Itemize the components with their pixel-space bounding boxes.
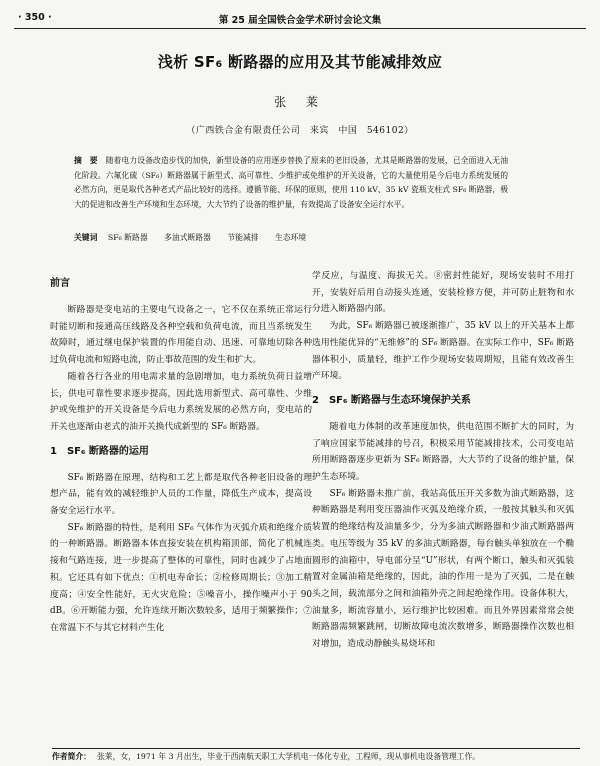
- section-1-heading: [50, 444, 312, 460]
- body-paragraph: 为此，SF₆ 断路器已被逐渐推广，35 kV 以上的开关基本上都选用性能优异的“无维修”的 SF₆ 断路器。在实际工作中，SF₆ 断路器体积小，质量轻，维护工作少现场安装周期短，且能有效改善生产环境。: [312, 321, 574, 382]
- keywords-label: 关键词: [74, 233, 98, 242]
- abstract-text: 随着电力设备改造步伐的加快，新型设备的应用逐步替换了原来的老旧设备，尤其是断路器的发展，已全面进入无油化阶段。六氟化硫（SF₆）断路器属于新型式、高可靠性、少维护或免维护的开关设备，它的大量使用是今后电力系统发展的必然方向，更是取代各种老式产品比较好的选择。遵循节能、环保的原则，使用 110 kV、35 kV 瓷瓶支柱式 SF₆ 断路器，极大的促进和改善生产环境和生态环境，大大节约了设备的维护量，有效提高了设备安全运行水平。: [74, 156, 508, 209]
- running-header: [14, 8, 586, 29]
- section-number: 2: [312, 394, 319, 406]
- keyword: SF₆ 断路器: [107, 233, 148, 242]
- keyword: 生态环境: [275, 233, 307, 242]
- abstract: [74, 154, 508, 212]
- author-name: 张 莱: [274, 95, 326, 109]
- left-column: [50, 268, 312, 637]
- author-affiliation: （广西铁合金有限责任公司 来宾 中国 546102）: [186, 126, 414, 136]
- keyword: 节能减排: [227, 233, 259, 242]
- keywords: [74, 232, 508, 243]
- page-number: · 350 ·: [18, 12, 52, 23]
- abstract-label: 摘 要: [74, 156, 98, 165]
- author-footnote: [52, 748, 580, 762]
- section-2-heading: [312, 393, 574, 409]
- body-paragraph: 随着电力体制的改革速度加快，供电范围不断扩大的同时，为了响应国家节能减排的号召，积极采用节能减排技术，公司变电站所用断路器逐步更新为 SF₆ 断路器，大大节约了设备的维护量，保护生态环境。: [312, 421, 574, 483]
- body-paragraph: 学反应，与温度、海拔无关。⑧密封性能好，现场安装时不用打开，安装好后用自动接头连通，安装检修方便，并可防止脏物和水分进入断路器内部。: [312, 271, 574, 315]
- foreword-heading: 前言: [50, 278, 70, 289]
- foreword-paragraph: 随着各行各业的用电需求量的急剧增加，电力系统负荷日益增长，供电可靠性要求逐步提高，因此选用新型式、高可靠性、少维护或免维护的开关设备是今后电力系统发展的必然方向，变电站的开关也逐渐由老式的油开关换代成新型的 SF₆ 断路器。: [50, 371, 312, 432]
- footnote-text: 张莱，女，1971 年 3 月出生，毕业于西南航天职工大学机电一体化专业，工程师，现从事机电设备管理工作。: [96, 752, 481, 761]
- footnote-label: 作者简介：: [52, 752, 91, 761]
- paper-title: 浅析 SF₆ 断路器的应用及其节能减排效应: [157, 53, 443, 71]
- section-title: SF₆ 断路器与生态环境保护关系: [328, 394, 471, 406]
- keyword: 多油式断路器: [164, 233, 211, 242]
- conference-title: 第 25 届全国铁合金学术研讨会论文集: [218, 15, 382, 26]
- right-column: [312, 268, 574, 653]
- body-paragraph: SF₆ 断路器未推广前，我站高低压开关多数为油式断路器，这种断路器是利用变压器油作灭弧及绝缘介质，一般按其触头和灭弧装置的绝缘结构及油量多少，分为多油式断路器和少油式断路器两类。电压等级为 35 kV 的多油式断路器，每台触头单独放在一个椭圆形的油箱中，导电部分呈“U”形状，有两个断口，触头和灭弧装置对金属油箱是绝缘的，因此，油的作用一是为了灭弧，二是在触头之间，载流部分之间和油箱外壳之间起绝缘作用。设备体积大，油量多，断流容量小，运行维护比较困难。而且外界因素常常会使断路器需频繁跳闸，切断故障电流次数增多，断路器操作次数也相对增加，造成动静触头易烧坏和: [312, 488, 574, 650]
- section-title: SF₆ 断路器的运用: [66, 445, 149, 457]
- foreword-paragraph: 断路器是变电站的主要电气设备之一，它不仅在系统正常运行时能切断和接通高压线路及各种空载和负荷电流，而且当系统发生故障时，通过继电保护装置的作用能自动、迅速、可靠地切除各种过负荷电流和短路电流，防止事故范围的发生和扩大。: [50, 305, 312, 366]
- body-paragraph: SF₆ 断路器在原理、结构和工艺上都是取代各种老旧设备的理想产品，能有效的减轻维护人员的工作量，降低生产成本，提高设备安全运行水平。: [50, 472, 312, 517]
- section-number: 1: [50, 445, 57, 457]
- body-paragraph: SF₆ 断路器的特性，是利用 SF₆ 气体作为灭弧介质和绝缘介质的一种断路器。断路器本体直接安装在机构箱顶部，简化了机械连接和气路连接，进一步提高了整体的可靠性，同时也减少了占地面积。它还具有如下优点：①机电寿命长；②检修周期长；③加工精度高；④安全性能好，无火灾危险；⑤噪音小，操作噪声小于 90 dB。⑥开断能力强，允许连续开断次数较多，适用于频繁操作；⑦在常温下不与其它材料产生化: [50, 522, 312, 633]
